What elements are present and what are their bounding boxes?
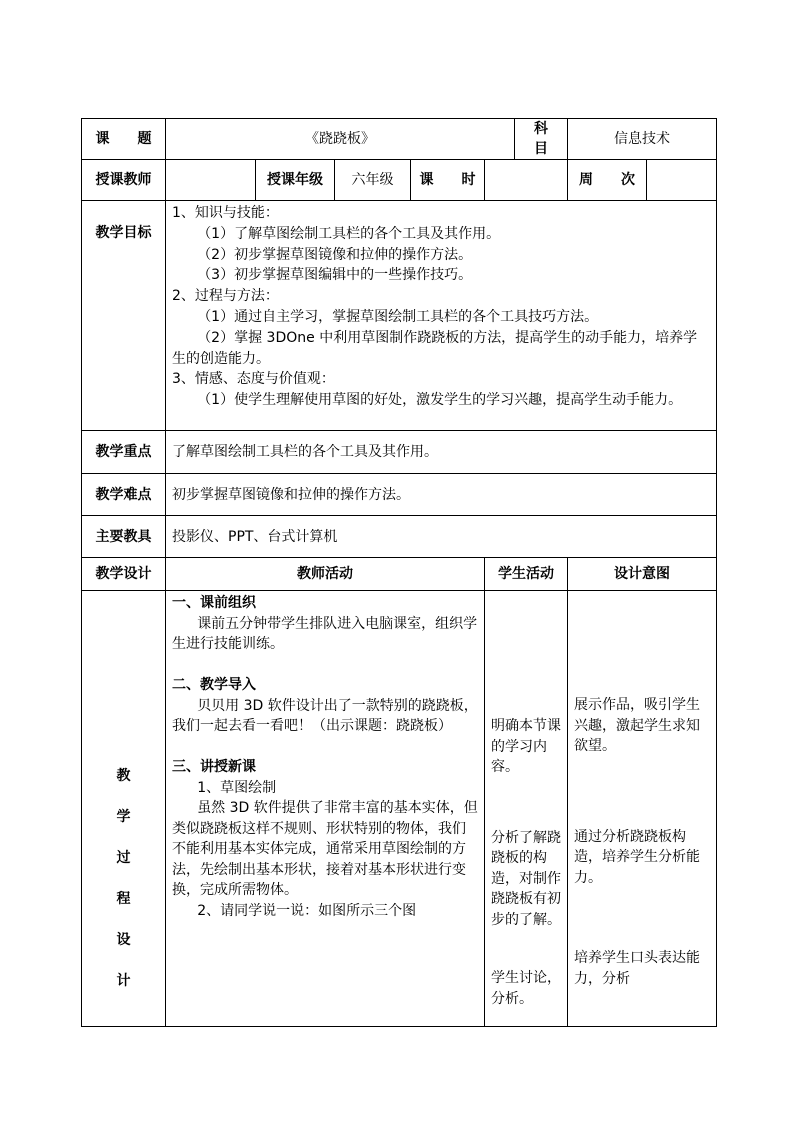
- student-activity-text: 分析了解跷跷板的构造，对制作跷跷板有初步的了解。: [491, 829, 561, 928]
- difficulty-value: 初步掌握草图镜像和拉伸的操作方法。: [166, 474, 717, 516]
- section-subtitle: 2、请同学说一说：如图所示三个图: [197, 902, 417, 919]
- student-activity-cell: [485, 591, 568, 1027]
- grade-label: 授课年级: [256, 160, 335, 201]
- section-title: 一、课前组织: [172, 595, 256, 611]
- process-label-char: 过: [116, 849, 131, 866]
- lesson-plan-table: [81, 118, 717, 1027]
- goal-line: 2、过程与方法：: [172, 288, 279, 305]
- topic-row: [82, 119, 717, 160]
- goal-line: （1）使学生理解使用草图的好处，激发学生的学习兴趣，提高学生动手能力。: [197, 392, 683, 409]
- section-text: 贝贝用 3D 软件设计出了一款特别的跷跷板，我们一起去看一看吧！（出示课题：跷跷板）: [172, 697, 478, 734]
- design-intent-header: 设计意图: [568, 558, 717, 591]
- section-title: 三、讲授新课: [172, 759, 256, 775]
- tools-row: [82, 516, 717, 558]
- design-intent-text: 展示作品，吸引学生兴趣，激起学生求知欲望。: [574, 697, 701, 754]
- process-label: [82, 591, 166, 1027]
- topic-value: 《跷跷板》: [166, 119, 515, 160]
- subject-value: 信息技术: [568, 119, 717, 160]
- process-label-char: 计: [116, 972, 131, 989]
- difficulty-row: [82, 474, 717, 516]
- design-label: 教学设计: [82, 558, 166, 591]
- key-point-row: [82, 431, 717, 474]
- goal-line: （3）初步掌握草图编辑中的一些操作技巧。: [197, 267, 473, 284]
- section-text: 虽然 3D 软件提供了非常丰富的基本实体，但类似跷跷板这样不规则、形状特别的物体，我们不能利用基本实体完成，通常采用草图绘制的方法，先绘制出基本形状，接着对基本形状进行变换，完成所需物体。: [172, 800, 478, 898]
- goal-line: 3、情感、态度与价值观：: [172, 371, 335, 388]
- teacher-value: [166, 160, 256, 201]
- goal-line: （2）初步掌握草图镜像和拉伸的操作方法。: [197, 246, 473, 263]
- goals-row: [82, 201, 717, 431]
- process-label-char: 学: [116, 808, 131, 825]
- section-text: 课前五分钟带学生排队进入电脑课室，组织学生进行技能训练。: [172, 615, 478, 652]
- design-header-row: [82, 558, 717, 591]
- grade-value: 六年级: [335, 160, 411, 201]
- hours-value: [485, 160, 568, 201]
- design-intent-cell: [568, 591, 717, 1027]
- goals-content: [166, 201, 717, 431]
- teacher-label: 授课教师: [82, 160, 166, 201]
- process-label-char: 设: [116, 931, 131, 948]
- key-point-label: 教学重点: [82, 431, 166, 474]
- goal-line: 1、知识与技能：: [172, 205, 279, 221]
- goal-line: （1）了解草图绘制工具栏的各个工具及其作用。: [197, 225, 501, 242]
- teacher-activity-header: 教师活动: [166, 558, 485, 591]
- goal-line: （2）掌握 3DOne 中利用草图制作跷跷板的方法，提高学生的动手能力，培养学生的创造能力。: [172, 329, 698, 367]
- design-intent-text: 培养学生口头表达能力，分析: [574, 950, 701, 987]
- design-intent-text: 通过分析跷跷板构造，培养学生分析能力。: [574, 828, 701, 886]
- teacher-activity-cell: [166, 591, 485, 1027]
- teacher-row: [82, 160, 717, 201]
- student-activity-text: 明确本节课的学习内容。: [491, 718, 561, 775]
- process-label-char: 程: [116, 890, 131, 907]
- topic-label: 课 题: [82, 119, 166, 160]
- process-label-char: 教: [116, 767, 131, 784]
- tools-label: 主要教具: [82, 516, 166, 558]
- week-value: [647, 160, 717, 201]
- tools-value: 投影仪、PPT、台式计算机: [166, 516, 717, 558]
- key-point-value: 了解草图绘制工具栏的各个工具及其作用。: [166, 431, 717, 474]
- goals-label: 教学目标: [82, 201, 166, 431]
- section-subtitle: 1、草图绘制: [197, 779, 277, 796]
- hours-label: 课 时: [411, 160, 485, 201]
- student-activity-header: 学生活动: [485, 558, 568, 591]
- difficulty-label: 教学难点: [82, 474, 166, 516]
- week-label: 周 次: [568, 160, 647, 201]
- subject-label: 科 目: [515, 119, 568, 160]
- goal-line: （1）通过自主学习，掌握草图绘制工具栏的各个工具技巧方法。: [197, 308, 599, 325]
- student-activity-text: 学生讨论，分析。: [491, 970, 561, 1007]
- section-title: 二、教学导入: [172, 677, 256, 693]
- process-row: [82, 591, 717, 1027]
